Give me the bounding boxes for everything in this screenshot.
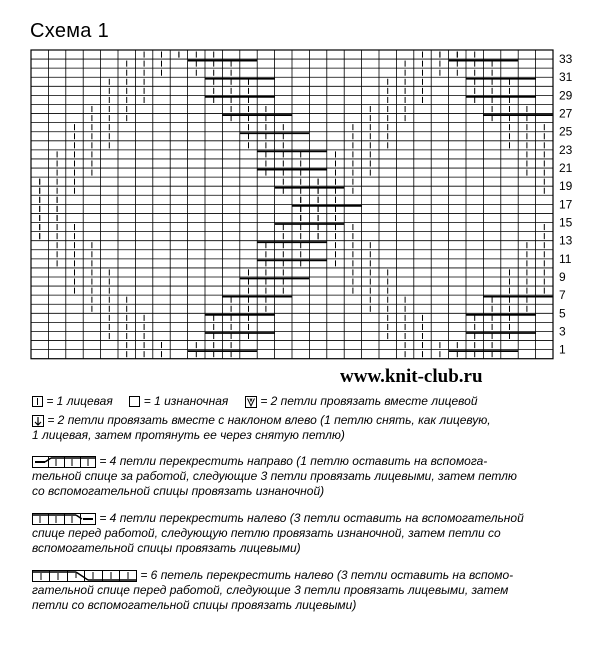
k2tog-symbol-icon [245,396,257,408]
row-number-label: 11 [559,251,572,266]
legend-knit: = 1 лицевая [46,394,113,408]
legend-c6l-line2: гательной спице перед работой, следующие 3 петли провязать лицевыми, затем [32,583,509,597]
cross4-left-symbol-icon [32,513,96,525]
row-number-label: 25 [559,124,573,139]
ssk-symbol-icon [32,415,44,427]
legend-purl: = 1 изнаночная [143,394,229,408]
legend-c4r-line1: = 4 петли перекрестить направо (1 петлю оставить на вспомога- [99,454,488,468]
legend-ssk-line2: 1 лицевая, затем протянуть ее через снятую петлю) [32,428,345,442]
row-number-label: 27 [559,106,573,121]
row-number-label: 21 [559,161,573,176]
legend-c4r-line2: тельной спице за работой, следующие 3 петли провязать лицевыми, затем петлю [32,469,517,483]
row-number-label: 5 [559,306,566,321]
chart-title: Схема 1 [30,20,109,42]
legend-row-2 [32,413,491,443]
row-number-label: 13 [559,233,573,248]
legend-c6l-line1: = 6 петель перекрестить налево (3 петли оставить на вспомо- [140,568,514,582]
cross6-left-symbol-icon [32,570,137,582]
legend-row-4 [32,511,524,556]
knit-symbol-icon [32,396,43,407]
purl-symbol-icon [129,396,140,407]
legend-c4l-line1: = 4 петли перекрестить налево (3 петли оставить на вспомогательной [99,511,524,525]
legend-c6l-line3: петли со вспомогательной спицы провязать лицевыми) [32,598,357,612]
row-number-label: 23 [559,142,573,157]
row-number-label: 9 [559,270,566,284]
legend-k2tog: = 2 петли провязать вместе лицевой [260,394,478,408]
legend-row-5 [32,568,513,613]
legend-row-1 [32,394,478,409]
cross4-right-symbol-icon [32,456,96,468]
legend-c4l-line2: спице перед работой, следующую петлю провязать изнаночной, затем петли со [32,526,501,540]
legend-row-3 [32,454,517,499]
row-number-label: 3 [559,324,566,339]
row-number-label: 7 [559,288,566,303]
row-number-label: 33 [559,52,573,67]
legend-c4l-line3: вспомогательной спицы провязать лицевыми) [32,541,301,555]
row-number-label: 29 [559,88,573,103]
row-number-label: 1 [559,342,566,357]
site-watermark: www.knit-club.ru [340,366,483,387]
row-number-label: 15 [559,215,573,230]
row-number-label: 19 [559,179,573,194]
row-number-label: 17 [559,197,573,212]
legend-ssk-line1: = 2 петли провязать вместе с наклоном влево (1 петлю снять, как лицевую, [47,413,491,427]
legend-c4r-line3: со вспомогательной спицы провязать изнаночной) [32,484,325,498]
row-number-label: 31 [559,70,573,85]
